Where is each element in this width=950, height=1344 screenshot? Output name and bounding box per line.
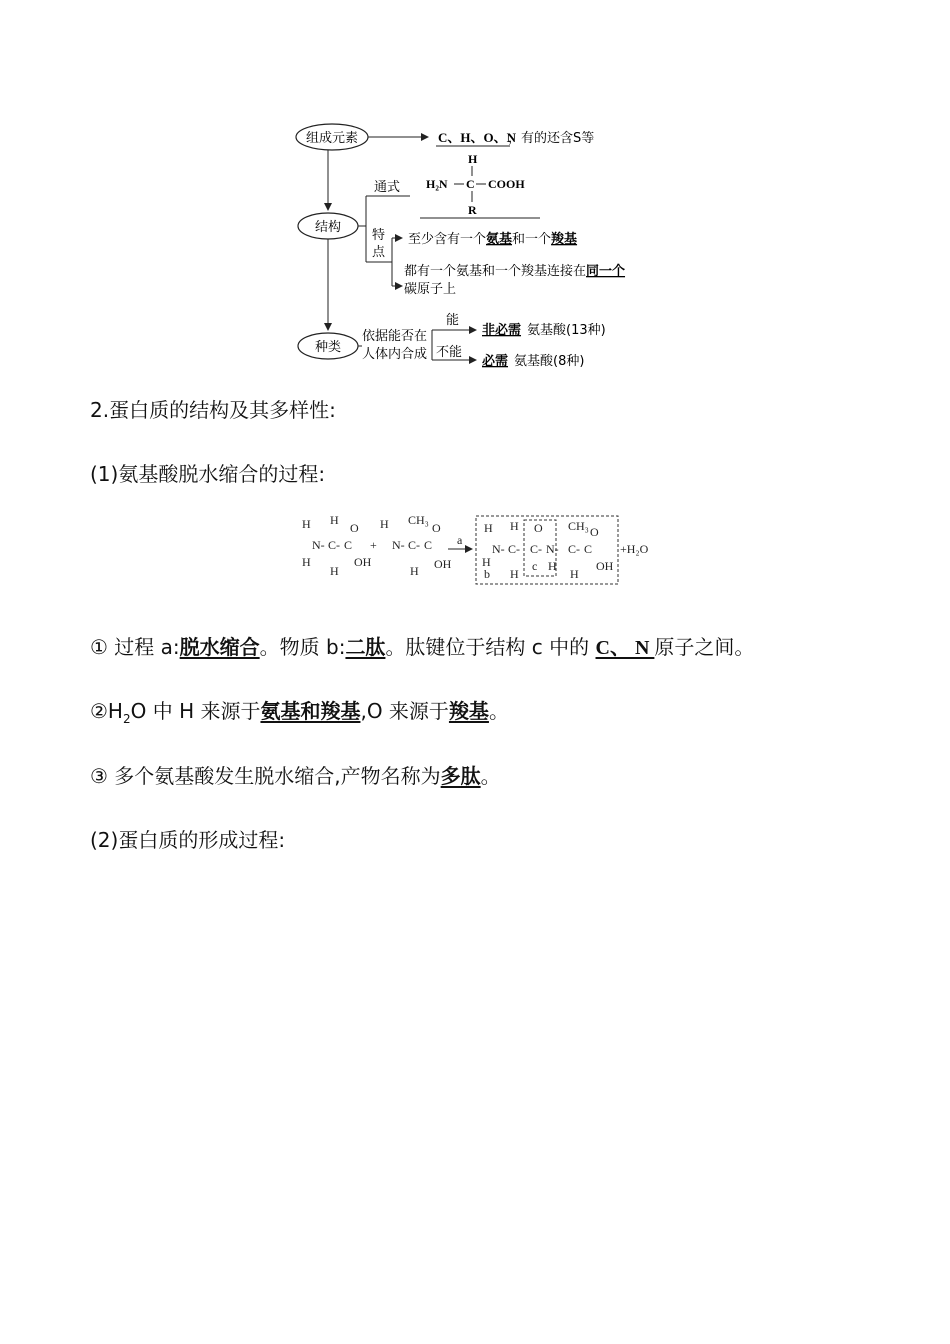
label-b: b <box>484 567 490 581</box>
feature-label-1: 特 <box>372 228 386 243</box>
item-2-mid-0: O 中 H 来源于 <box>130 699 261 723</box>
svg-text:都有一个氨基和一个羧基连接在同一个 <box>404 263 625 279</box>
formula-carbon: C <box>466 177 475 191</box>
aa1-c: C- <box>328 538 340 552</box>
aa2-h-top-left: H <box>380 517 389 531</box>
item-1 <box>90 633 754 662</box>
product-water: +H₂O <box>620 542 649 556</box>
aa1-h-bottom: H <box>330 564 339 578</box>
item-1-mid-2: 。肽键位于结构 c 中的 <box>385 635 596 659</box>
node-composition: 组成元素 <box>305 131 359 146</box>
branch-cannot: 不能 <box>436 345 463 360</box>
type-2-text: 氨基酸(8种) <box>514 354 585 369</box>
dp-c3: C- <box>568 542 580 556</box>
dp-ch3: CH₃ <box>568 519 589 533</box>
svg-text:非必需氨基酸(13种) <box>482 322 606 338</box>
item-2-end: 。 <box>488 699 509 723</box>
dp-n2: N- <box>546 542 559 556</box>
aa2-c: C- <box>408 538 420 552</box>
dp-oh: OH <box>596 559 614 573</box>
type-1-text: 氨基酸(13种) <box>527 323 606 338</box>
criterion-line2: 人体内合成 <box>362 347 428 362</box>
aa2-n: N- <box>392 538 405 552</box>
dehydration-reaction-figure <box>0 505 950 595</box>
formula-right: COOH <box>488 177 525 191</box>
dp-h-top: H <box>510 519 519 533</box>
dp-h-top-left: H <box>484 521 493 535</box>
item-2-blank-1: 氨基和羧基 <box>260 699 361 723</box>
item-1-marker: ① 过程 a: <box>90 635 180 659</box>
type-1-blank: 非必需 <box>482 323 522 338</box>
feature-1-blank-1: 氨基 <box>486 232 513 247</box>
item-1-blank-2: 二肽 <box>345 635 386 659</box>
aa1-cooh-c: C <box>344 538 353 552</box>
aa1-h-top: H <box>330 513 339 527</box>
item-3 <box>90 762 501 790</box>
label-c: c <box>532 559 538 573</box>
node-type: 种类 <box>314 340 342 355</box>
feature-2-prefix: 都有一个氨基和一个羧基连接在 <box>404 264 587 279</box>
aa2-h-bottom: H <box>410 564 419 578</box>
subsection-2-title: (2)蛋白质的形成过程: <box>90 828 286 852</box>
aa1-oh: OH <box>354 555 372 569</box>
concept-map-figure <box>0 0 950 380</box>
dp-n1: N- <box>492 542 505 556</box>
aa2-oh: OH <box>434 557 452 571</box>
type-2-blank: 必需 <box>482 354 509 369</box>
aa1-o: O <box>350 521 359 535</box>
subsection-1-title: (1)氨基酸脱水缩合的过程: <box>90 462 326 486</box>
plus-sign: + <box>370 538 377 552</box>
item-1-mid-1: 。物质 b: <box>259 635 346 659</box>
feature-1-mid: 和一个 <box>512 232 552 247</box>
criterion-line1: 依据能否在 <box>362 329 428 344</box>
item-2-marker: ②H <box>90 699 123 723</box>
dp-o2: O <box>590 525 599 539</box>
formula-bottom-r: R <box>468 203 477 217</box>
dp-h-bottom-3: H <box>570 567 579 581</box>
dp-h-bottom-1: H <box>510 567 519 581</box>
dp-c2: C- <box>530 542 542 556</box>
branch-can: 能 <box>446 313 460 328</box>
node-structure: 结构 <box>314 220 342 235</box>
item-2 <box>90 697 509 733</box>
section-2-title: 2.蛋白质的结构及其多样性: <box>90 398 336 422</box>
item-2-mid-1: ,O 来源于 <box>360 699 449 723</box>
item-3-blank-1: 多肽 <box>440 764 481 788</box>
aa2-ch3: CH₃ <box>408 513 429 527</box>
item-1-end: 原子之间。 <box>654 635 755 659</box>
elements-answer: C、H、O、N <box>438 130 517 145</box>
feature-1-blank-2: 羧基 <box>551 232 578 247</box>
formula-left: H₂N <box>426 177 448 191</box>
formula-top-h: H <box>468 152 478 166</box>
item-3-marker: ③ 多个氨基酸发生脱水缩合,产物名称为 <box>90 764 441 788</box>
aa1-n: N- <box>312 538 325 552</box>
svg-text:至少含有一个氨基和一个羧基 <box>408 231 577 247</box>
arrow-label-a: a <box>457 533 463 547</box>
elements-note: ，有的还含S等 <box>508 131 595 146</box>
aa2-o: O <box>432 521 441 535</box>
dp-c1: C- <box>508 542 520 556</box>
item-1-blank-3: C、 N <box>595 637 655 659</box>
svg-text:必需氨基酸(8种) <box>482 353 584 369</box>
aa1-h-top-left: H <box>302 517 311 531</box>
feature-1-prefix: 至少含有一个 <box>408 232 487 247</box>
dp-c4: C <box>584 542 593 556</box>
item-2-blank-2: 羧基 <box>448 699 489 723</box>
formula-label: 通式 <box>374 180 401 195</box>
item-1-blank-1: 脱水缩合 <box>179 635 260 659</box>
feature-2-line2: 碳原子上 <box>404 282 457 297</box>
item-3-end: 。 <box>480 764 501 788</box>
dp-o: O <box>534 521 543 535</box>
feature-label-2: 点 <box>372 245 386 260</box>
dp-h-bottom-2: H <box>548 559 557 573</box>
aa1-h-bottom-left: H <box>302 555 311 569</box>
dp-h-bottom-left: H <box>482 555 491 569</box>
aa2-cooh-c: C <box>424 538 433 552</box>
item-2-sub: 2 <box>122 712 131 726</box>
feature-2-blank: 同一个 <box>586 264 626 279</box>
